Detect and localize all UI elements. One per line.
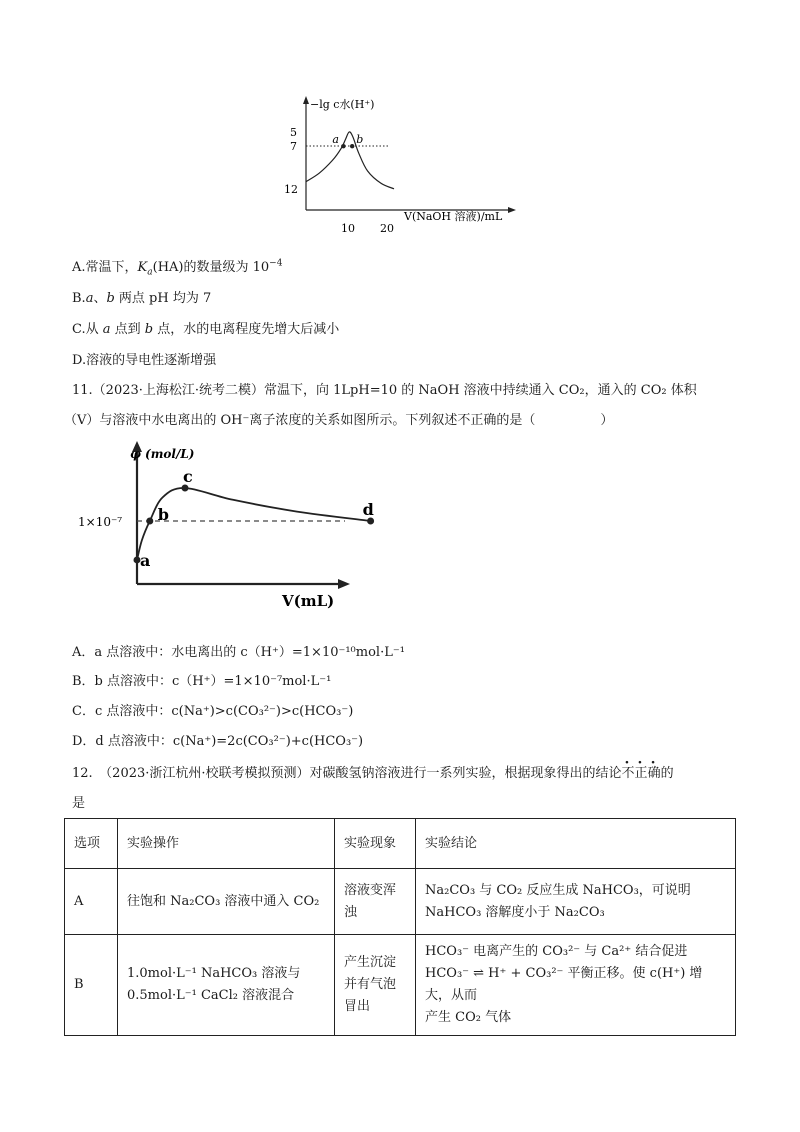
ka-symbol: $K_a$ <box>137 260 153 278</box>
header-conclusion: 实验结论 <box>416 819 736 869</box>
q10-option-c-b: b <box>144 322 154 337</box>
q10-option-c-a: a <box>102 322 111 337</box>
point-a <box>341 144 345 148</box>
y-axis-arrow <box>303 96 309 104</box>
q10-option-c <box>72 318 339 337</box>
point-label-b: b <box>157 505 169 524</box>
table-row-a <box>65 869 736 935</box>
row-a-operation: 往饱和 Na₂CO₃ 溶液中通入 CO₂ <box>118 869 335 935</box>
point-b <box>350 144 354 148</box>
x-tick-20: 20 <box>380 222 394 235</box>
row-a-conclusion: Na₂CO₃ 与 CO₂ 反应生成 NaHCO₃，可说明 NaHCO₃ 溶解度小于 Na₂CO₃ <box>416 869 736 935</box>
row-b-conclusion <box>416 935 736 1036</box>
x-axis-label: V(mL) <box>282 592 335 610</box>
header-operation: 实验操作 <box>118 819 335 869</box>
y-tick-12: 12 <box>284 183 298 196</box>
q12-stem-line2: 是 <box>72 796 86 811</box>
row-b-operation-line2: 0.5mol·L⁻¹ CaCl₂ 溶液混合 <box>127 988 295 1003</box>
x-axis-label: V(NaOH 溶液)/mL <box>404 210 503 223</box>
q12-stem-line1 <box>72 762 674 781</box>
row-b-option: B <box>65 935 118 1036</box>
y-axis-label-phi: φ (mol/L) <box>130 447 195 461</box>
table-row-b <box>65 935 736 1036</box>
y-tick-5: 5 <box>290 126 297 139</box>
y-tick-1e-7: 1×10⁻⁷ <box>78 515 123 529</box>
q11-stem-line1: 11.（2023·上海松江·统考二模）常温下，向 1LpH=10 的 NaOH 溶液中持续通入 CO₂，通入的 CO₂ 体积 <box>72 383 697 398</box>
row-b-operation <box>118 935 335 1036</box>
q11-option-d: D．d 点溶液中：c(Na⁺)=2c(CO₃²⁻)+c(HCO₃⁻) <box>72 734 364 749</box>
q10-option-a-mid: (HA)的数量级为 10 <box>152 260 270 275</box>
point-label-a: a <box>332 133 339 147</box>
q12-stem-post: 的 <box>660 766 674 781</box>
x-axis-arrow <box>338 579 350 589</box>
point-label-c: c <box>183 467 193 486</box>
y-tick-7: 7 <box>290 140 297 153</box>
y-axis-label: −lg c水(H⁺) <box>310 98 375 111</box>
q11-option-a: A．a 点溶液中：水电离出的 c（H⁺）=1×10⁻¹⁰mol·L⁻¹ <box>72 645 405 660</box>
series-line <box>306 132 394 189</box>
x-tick-10: 10 <box>341 222 355 235</box>
q10-option-c-rest: 点，水的电离程度先增大后减小 <box>153 322 340 337</box>
experiment-table <box>64 818 736 1036</box>
q10-option-b-sep: 、 <box>93 291 107 306</box>
chart-ph-titration <box>280 92 540 237</box>
q10-option-b-a: a <box>85 291 94 306</box>
emphasis-char-3: 确 <box>647 766 661 781</box>
row-a-option: A <box>65 869 118 935</box>
q11-option-c: C．c 点溶液中：c(Na⁺)>c(CO₃²⁻)>c(HCO₃⁻) <box>72 704 354 719</box>
q10-option-b-rest: 两点 pH 均为 7 <box>114 291 212 306</box>
row-b-operation-line1: 1.0mol·L⁻¹ NaHCO₃ 溶液与 <box>127 966 301 981</box>
row-a-phenomenon: 溶液变浑浊 <box>335 869 416 935</box>
header-phenomenon: 实验现象 <box>335 819 416 869</box>
q10-option-d: D.溶液的导电性逐渐增强 <box>72 353 217 368</box>
row-b-conclusion-line2: HCO₃⁻ ⇌ H⁺ + CO₃²⁻ 平衡正移。使 c(H⁺) 增大，从而 <box>425 966 703 1003</box>
q11-option-b: B．b 点溶液中：c（H⁺）=1×10⁻⁷mol·L⁻¹ <box>72 674 332 689</box>
table-header-row <box>65 819 736 869</box>
q12-stem-pre: 12. （2023·浙江杭州·校联考模拟预测）对碳酸氢钠溶液进行一系列实验，根据现象得出的结论 <box>72 766 622 781</box>
q10-option-c-mid: 点到 <box>110 322 145 337</box>
point-label-b: b <box>356 133 364 147</box>
point-label-d: d <box>362 500 374 519</box>
q10-option-b: B.a、b 两点 pH 均为 7 <box>72 291 212 306</box>
q11-stem-line2: （V）与溶液中水电离出的 OH⁻离子浓度的关系如图所示。下列叙述不正确的是（ ） <box>64 413 614 428</box>
q10-option-c-pre: C.从 <box>72 322 103 337</box>
q10-option-a-pre: A.常温下， <box>72 260 138 275</box>
row-b-conclusion-line1: HCO₃⁻ 电离产生的 CO₃²⁻ 与 Ca²⁺ 结合促进 <box>425 944 688 959</box>
chart-oh-concentration <box>70 438 374 616</box>
q10-option-a-exp: −4 <box>269 258 283 269</box>
point-b <box>146 518 153 525</box>
row-b-conclusion-line3: 产生 CO₂ 气体 <box>425 1010 512 1025</box>
header-option: 选项 <box>65 819 118 869</box>
emphasis-char-1: 不 <box>621 766 635 781</box>
q10-option-b-b: b <box>106 291 115 306</box>
series-line <box>137 488 371 560</box>
q10-option-a <box>72 256 283 278</box>
row-b-phenomenon: 产生沉淀并有气泡冒出 <box>335 935 416 1036</box>
emphasis-char-2: 正 <box>634 766 648 781</box>
point-label-a: a <box>140 550 151 570</box>
x-axis-arrow <box>508 207 516 213</box>
